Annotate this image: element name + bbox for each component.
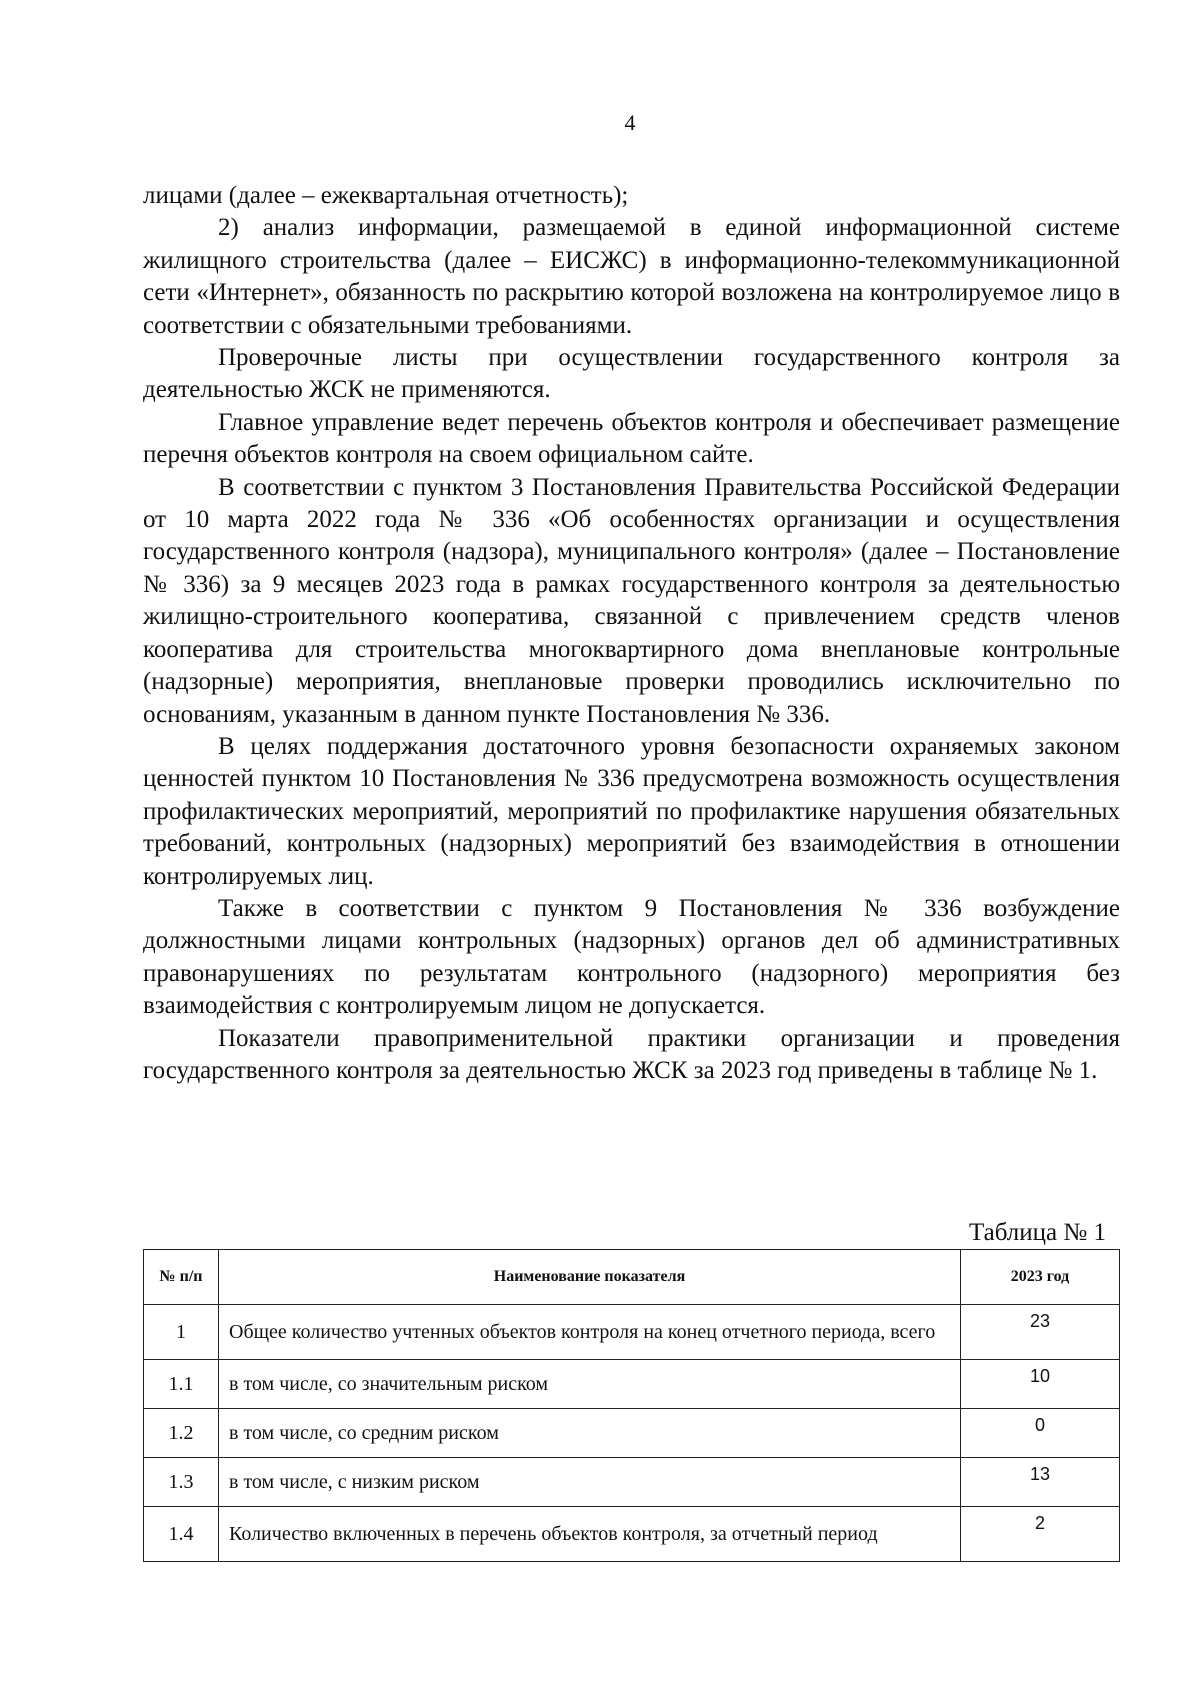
table-caption: Таблица № 1 <box>968 1219 1106 1246</box>
row-name: в том числе, со значительным риском <box>219 1360 961 1409</box>
row-name: в том числе, со средним риском <box>219 1409 961 1458</box>
row-name: Общее количество учтенных объектов контроля на конец отчетного периода, всего <box>219 1305 961 1360</box>
page-number: 4 <box>624 110 636 135</box>
paragraph-4: Главное управление ведет перечень объектов контроля и обеспечивает размещение перечня объектов контроля на своем официальном сайте. <box>143 408 1120 469</box>
row-value: 10 <box>961 1360 1120 1409</box>
row-value: 0 <box>961 1409 1120 1458</box>
row-value: 23 <box>961 1305 1120 1360</box>
paragraph-7: Также в соответствии с пунктом 9 Постановления № 336 возбуждение должностными лицами контрольных (надзорных) органов дел об административных правонарушениях по результатам контрольного (надзорного) мероприятия без взаимодействия с контролируемым лицом не допускается. <box>143 894 1120 1020</box>
table-row <box>144 1305 1120 1360</box>
row-num: 1.4 <box>144 1507 219 1562</box>
table-row <box>144 1360 1120 1409</box>
paragraph-6: В целях поддержания достаточного уровня безопасности охраняемых законом ценностей пунктом 10 Постановления № 336 предусмотрена возможность осуществления профилактических мероприятий, мероприятий по профилактике нарушения обязательных требований, контрольных (надзорных) мероприятий без взаимодействия в отношении контролируемых лиц. <box>143 732 1120 890</box>
paragraph-1: лицами (далее – ежеквартальная отчетность); <box>143 182 629 209</box>
header-value: 2023 год <box>961 1250 1120 1305</box>
row-num: 1 <box>144 1305 219 1360</box>
paragraph-2: 2) анализ информации, размещаемой в единой информационной системе жилищного строительства (далее – ЕИСЖС) в информационно-телекоммуникационной сети «Интернет», обязанность по раскрытию которой возложена на контролируемое лицо в соответствии с обязательными требованиями. <box>143 214 1120 339</box>
body-text <box>143 180 1120 1087</box>
row-num: 1.3 <box>144 1458 219 1507</box>
header-num: № п/п <box>144 1250 219 1305</box>
header-name: Наименование показателя <box>219 1250 961 1305</box>
row-name: в том числе, с низким риском <box>219 1458 961 1507</box>
row-value: 13 <box>961 1458 1120 1507</box>
paragraph-5: В соответствии с пунктом 3 Постановления Правительства Российской Федерации от 10 марта 2022 года № 336 «Об особенностях организации и осуществления государственного контроля (надзора), муниципального контроля» (далее – Постановление № 336) за 9 месяцев 2023 года в рамках государственного контроля за деятельностью жилищно-строительного кооператива, связанной с привлечением средств членов кооператива для строительства многоквартирного дома внеплановые контрольные (надзорные) мероприятия, внеплановые проверки проводились исключительно по основаниям, указанным в данном пункте Постановления № 336. <box>143 473 1120 728</box>
table-row <box>144 1409 1120 1458</box>
paragraph-8: Показатели правоприменительной практики организации и проведения государственного контроля за деятельностью ЖСК за 2023 год приведены в таблице № 1. <box>143 1024 1120 1084</box>
row-name: Количество включенных в перечень объектов контроля, за отчетный период <box>219 1507 961 1562</box>
table-row <box>144 1507 1120 1562</box>
table-header-row <box>144 1250 1120 1305</box>
row-value: 2 <box>961 1507 1120 1562</box>
row-num: 1.1 <box>144 1360 219 1409</box>
row-num: 1.2 <box>144 1409 219 1458</box>
paragraph-3: Проверочные листы при осуществлении государственного контроля за деятельностью ЖСК не применяются. <box>143 344 1120 404</box>
indicators-table <box>143 1249 1120 1562</box>
table-row <box>144 1458 1120 1507</box>
